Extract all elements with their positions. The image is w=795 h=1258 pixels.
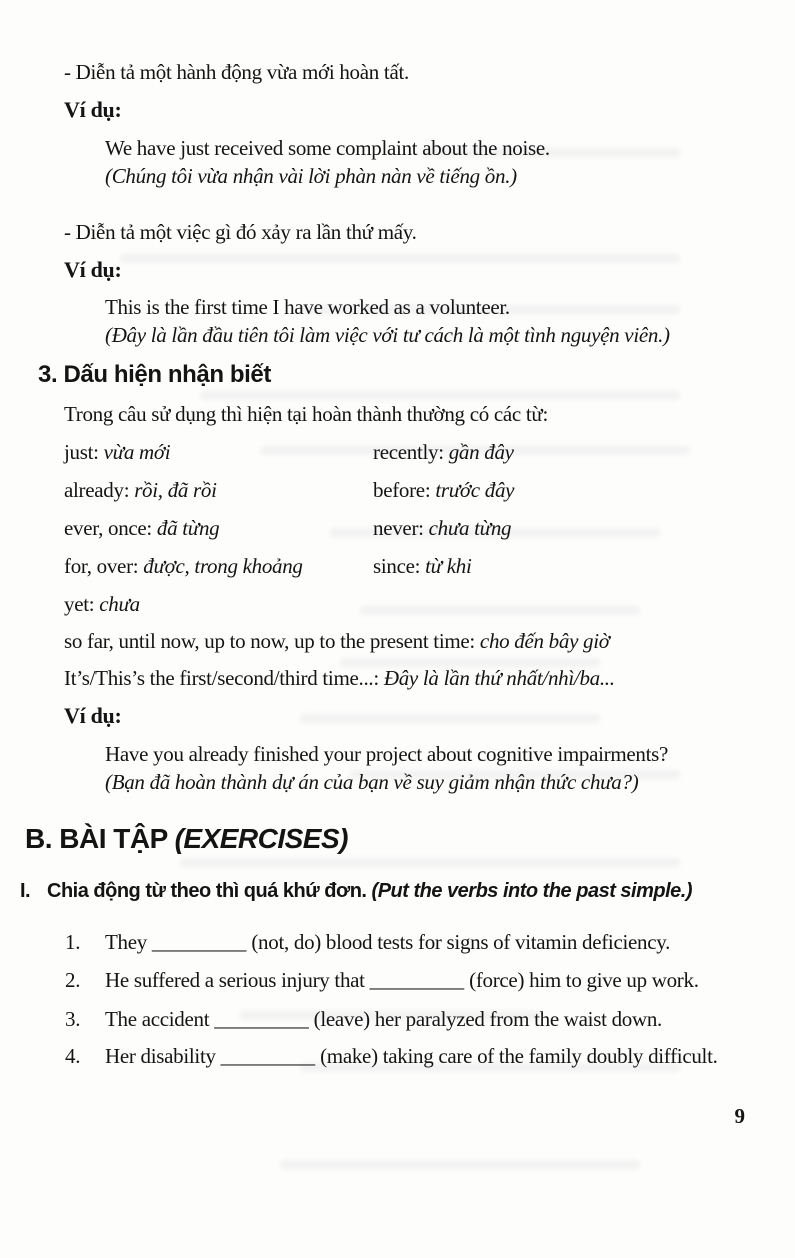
signal-translation: Đây là lần thứ nhất/nhì/ba... [383, 666, 615, 690]
signal-translation: cho đến bây giờ [479, 629, 610, 653]
signal-cell [373, 590, 795, 618]
signal-row [0, 552, 795, 580]
fill-in-blank: _________ [214, 1007, 309, 1031]
signal-cell [64, 514, 373, 542]
fill-in-blank: _________ [220, 1044, 316, 1068]
signal-translation: rồi, đã rồi [134, 478, 217, 502]
section-heading-exercises [0, 820, 795, 858]
signal-term: It’s/This’s the first/second/third time...: [64, 666, 384, 690]
signal-row-full [0, 627, 795, 655]
signal-term: never: [373, 516, 429, 540]
exercise-item-3 [0, 1005, 795, 1033]
signal-cell [373, 438, 795, 466]
exercise-item-2 [0, 966, 795, 994]
signal-row [0, 590, 795, 618]
exercises-heading-en: (EXERCISES) [174, 823, 348, 854]
example-sentence-vi-2: (Đây là lần đầu tiên tôi làm việc với tư cách là một tình nguyện viên.) [105, 323, 670, 347]
signal-term: since: [373, 554, 426, 578]
signal-translation: từ khi [425, 554, 472, 578]
signal-words-intro: Trong câu sử dụng thì hiện tại hoàn thành thường có các từ: [64, 402, 549, 426]
exercise-part-number: I. [20, 880, 31, 902]
section-heading-signal-words: 3. Dấu hiện nhận biết [38, 361, 271, 388]
exercise-text-post: (not, do) blood tests for signs of vitamin deficiency. [246, 930, 671, 954]
example-sentence-en-2: This is the first time I have worked as a volunteer. [105, 295, 510, 319]
exercise-item-number: 1. [65, 930, 81, 954]
exercise-part-title-en: (Put the verbs into the past simple.) [371, 880, 692, 902]
signal-row [0, 514, 795, 542]
textbook-page [0, 58, 795, 1258]
exercise-part-heading [0, 876, 795, 906]
exercise-text-post: (leave) her paralyzed from the waist down. [308, 1007, 662, 1031]
exercise-text-pre: The accident [105, 1007, 215, 1031]
signal-row-full [0, 664, 795, 692]
example-sentence-vi-1: (Chúng tôi vừa nhận vài lời phàn nàn về tiếng ồn.) [105, 164, 517, 188]
signal-translation: chưa từng [428, 516, 512, 540]
signal-translation: chưa [99, 592, 140, 616]
signal-translation: trước đây [435, 478, 515, 502]
signal-term: recently: [373, 440, 449, 464]
signal-term: just: [64, 440, 104, 464]
signal-cell [64, 476, 373, 504]
exercise-item-1 [0, 928, 795, 956]
usage-bullet-1: - Diễn tả một hành động vừa mới hoàn tất. [64, 60, 409, 84]
signal-translation: được, trong khoảng [143, 554, 303, 578]
exercise-text-pre: Her disability [105, 1044, 221, 1068]
example-sentence-en-1: We have just received some complaint about the noise. [105, 136, 550, 160]
signal-term: ever, once: [64, 516, 157, 540]
exercises-heading-vi: B. BÀI TẬP [25, 823, 175, 854]
signal-term: before: [373, 478, 436, 502]
exercise-item-text [105, 930, 670, 954]
exercise-part-title [47, 876, 692, 906]
signal-term: yet: [64, 592, 100, 616]
signal-cell [64, 438, 373, 466]
example-sentence-vi-3: (Bạn đã hoàn thành dự án của bạn về suy giảm nhận thức chưa?) [105, 770, 639, 794]
exercise-item-number: 3. [65, 1007, 81, 1031]
usage-bullet-2: - Diễn tả một việc gì đó xảy ra lần thứ mấy. [64, 220, 417, 244]
fill-in-blank: _________ [369, 968, 465, 992]
exercise-text-post: (make) taking care of the family doubly difficult. [315, 1044, 718, 1068]
exercise-text-pre: They [105, 930, 152, 954]
signal-cell [373, 476, 795, 504]
example-label-1: Ví dụ: [64, 97, 122, 122]
exercise-item-text [105, 1007, 662, 1031]
signal-cell [373, 552, 795, 580]
example-label-3: Ví dụ: [64, 703, 122, 728]
signal-cell [373, 514, 795, 542]
exercise-item-number: 2. [65, 968, 81, 992]
signal-term: so far, until now, up to now, up to the present time: [64, 629, 480, 653]
exercise-item-text [105, 1044, 718, 1068]
signal-cell [64, 552, 373, 580]
page-number: 9 [734, 1104, 745, 1128]
exercise-text-pre: He suffered a serious injury that [105, 968, 370, 992]
example-label-2: Ví dụ: [64, 257, 122, 282]
exercise-item-number: 4. [65, 1044, 81, 1068]
signal-row [0, 476, 795, 504]
signal-term: for, over: [64, 554, 144, 578]
exercise-text-post: (force) him to give up work. [464, 968, 699, 992]
signal-translation: đã từng [156, 516, 220, 540]
fill-in-blank: _________ [151, 930, 247, 954]
exercise-item-4 [0, 1042, 795, 1070]
signal-term: already: [64, 478, 135, 502]
example-sentence-en-3: Have you already finished your project about cognitive impairments? [105, 742, 669, 766]
signal-translation: vừa mới [103, 440, 171, 464]
signal-cell [64, 590, 373, 618]
signal-row [0, 438, 795, 466]
signal-translation: gần đây [448, 440, 514, 464]
exercise-item-text [105, 968, 699, 992]
exercise-part-title-vi: Chia động từ theo thì quá khứ đơn. [47, 880, 372, 902]
